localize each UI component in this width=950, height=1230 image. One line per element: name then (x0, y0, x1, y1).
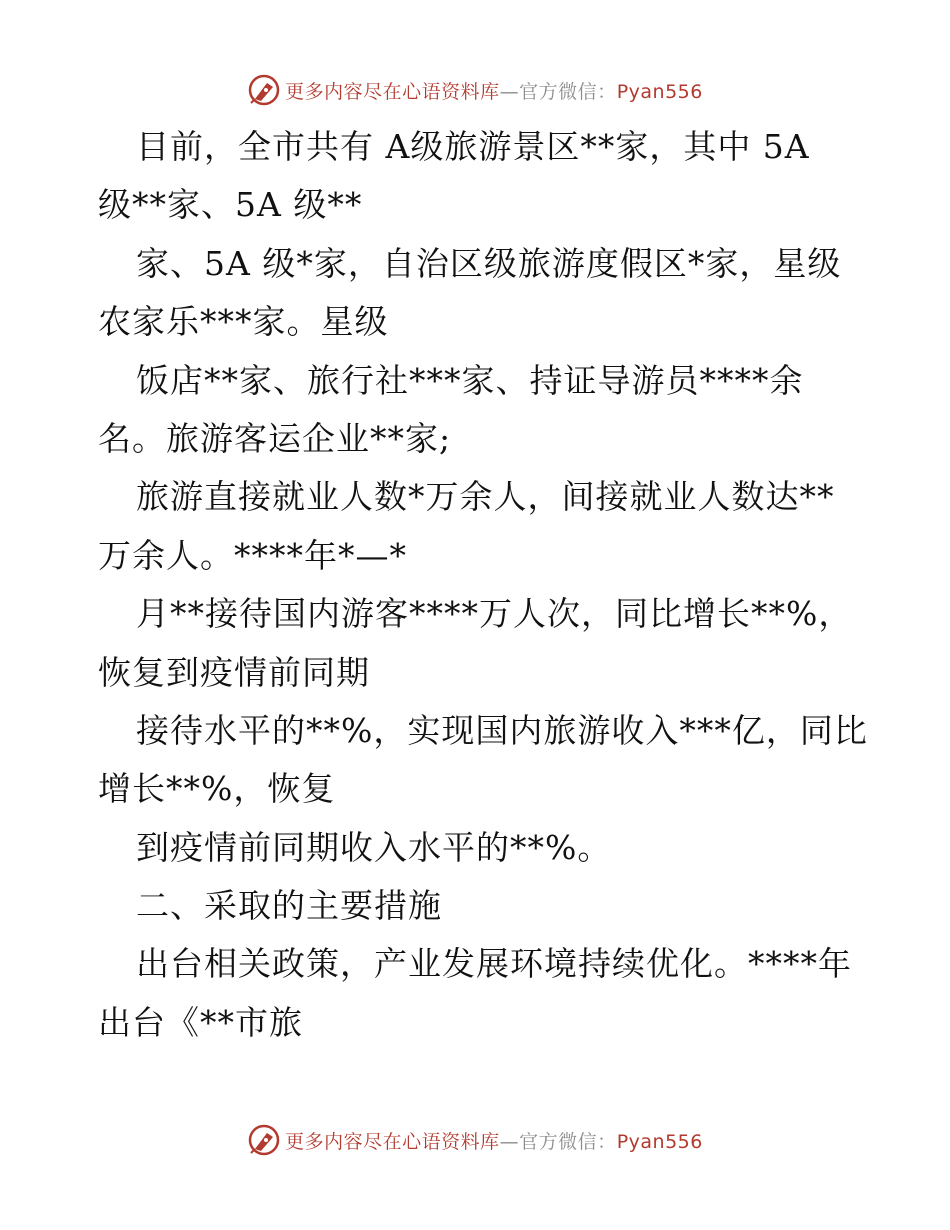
body-line: 目前，全市共有 A级旅游景区**家，其中 5A (136, 127, 810, 166)
body-line: 月**接待国内游客****万人次，同比增长**%， (136, 594, 853, 634)
banner-site-text: 更多内容尽在心语资料库 (285, 80, 500, 103)
body-line: 名。旅游客运企业**家; (98, 418, 452, 458)
banner-text (285, 77, 703, 104)
banner-wechat-label: 官方微信： (519, 80, 617, 103)
banner-wechat-id: Pyan556 (616, 80, 703, 103)
pen-nib-logo-icon (247, 73, 281, 107)
body-line: 饭店**家、旅行社***家、持证导游员****余 (136, 360, 804, 400)
body-line: 出台《**市旅 (98, 1002, 303, 1042)
body-line: 增长**%，恢复 (98, 769, 336, 809)
footer-banner (0, 1120, 950, 1160)
banner-text (285, 1127, 703, 1154)
pen-nib-logo-icon (247, 1123, 281, 1157)
banner-separator: — (499, 80, 520, 103)
body-line: 到疫情前同期收入水平的**%。 (136, 827, 612, 867)
banner-wechat-id: Pyan556 (616, 1130, 703, 1153)
banner-separator: — (499, 1130, 520, 1153)
body-line: 恢复到疫情前同期 (98, 652, 370, 692)
header-banner (0, 70, 950, 110)
body-line: 家、5A 级*家，自治区级旅游度假区*家，星级 (136, 243, 842, 283)
body-line: 农家乐***家。星级 (98, 302, 389, 342)
body-line: 接待水平的**%，实现国内旅游收入***亿，同比 (136, 710, 868, 750)
banner-site-text: 更多内容尽在心语资料库 (285, 1130, 500, 1153)
section-heading: 二、采取的主要措施 (136, 886, 442, 926)
body-line: 出台相关政策，产业发展环境持续优化。****年 (136, 944, 852, 984)
document-body (98, 118, 868, 1052)
body-line: 万余人。****年*—* (98, 535, 407, 575)
banner-wechat-label: 官方微信： (519, 1130, 617, 1153)
body-line: 级**家、5A 级** (98, 185, 363, 225)
body-line: 旅游直接就业人数*万余人，间接就业人数达** (136, 477, 835, 517)
